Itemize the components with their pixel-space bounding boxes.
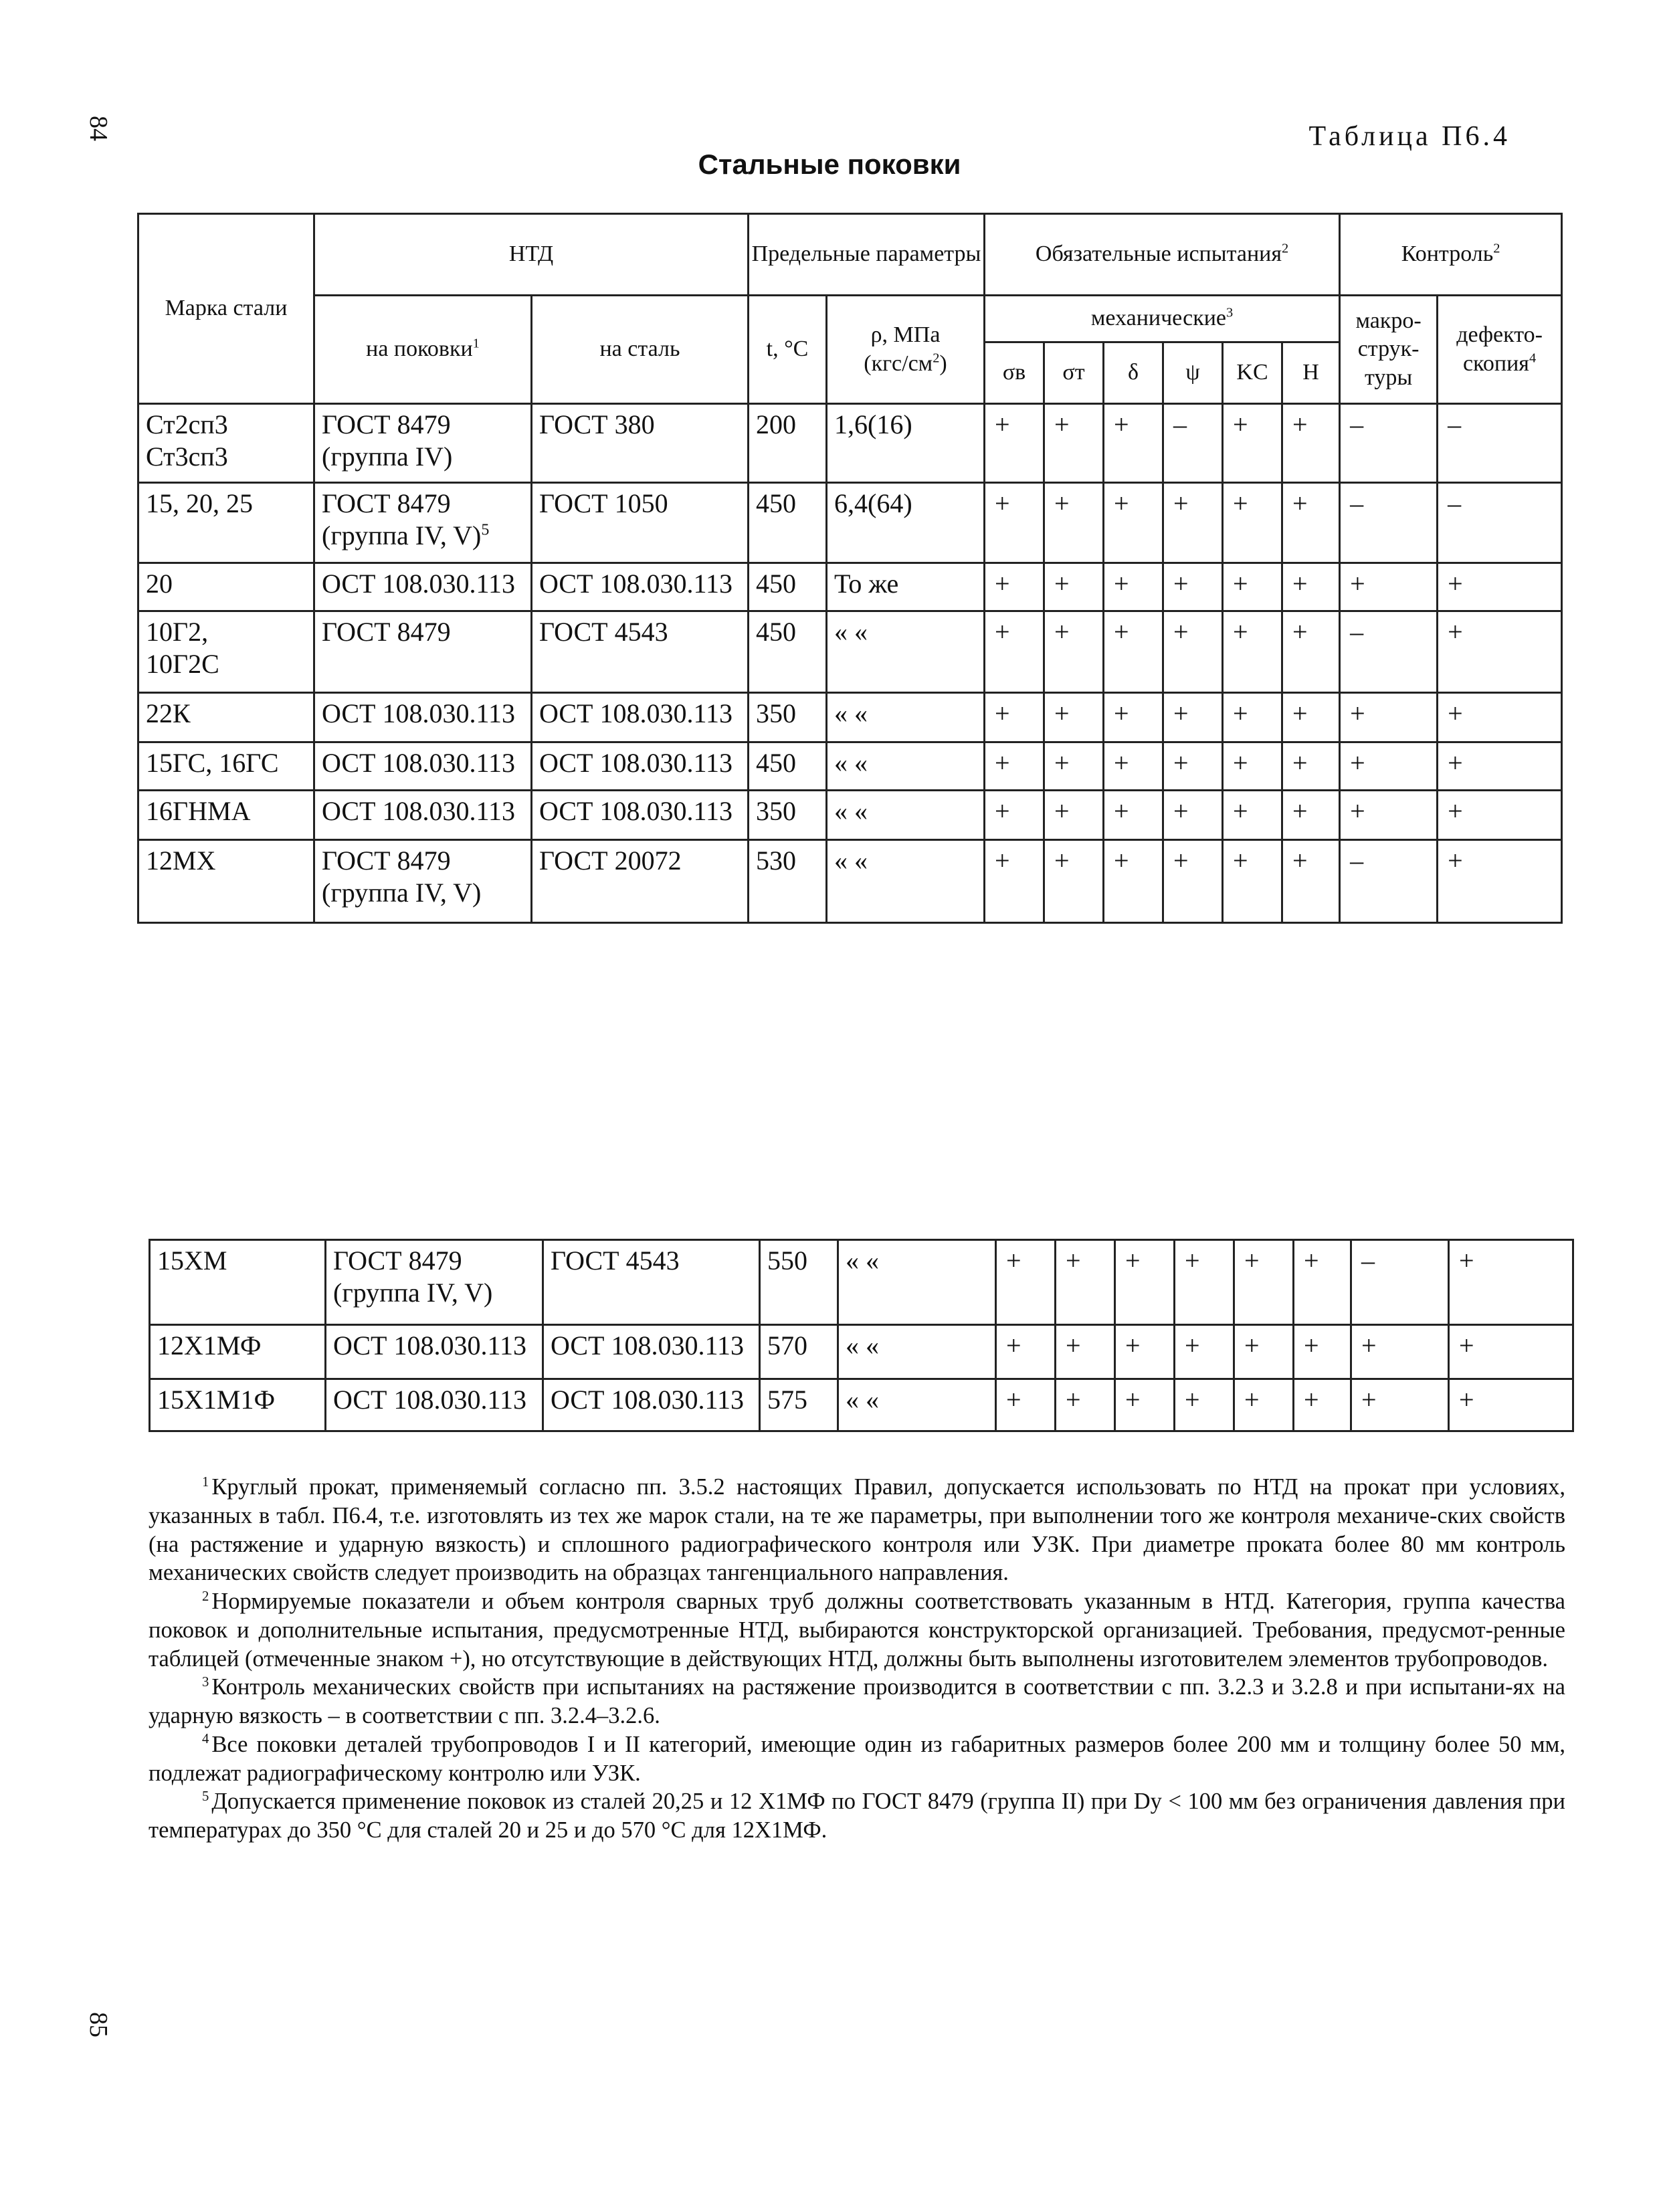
cell-for-steel: ОСТ 108.030.113 [532, 693, 749, 742]
forgings-standard-line: (группа IV, V) [322, 520, 482, 550]
header-delta: δ [1104, 342, 1163, 404]
cell-for-forgings [314, 404, 532, 483]
cell-test-mark: + [1234, 1379, 1294, 1431]
cell-test-mark: + [1282, 611, 1340, 693]
cell-temperature: 200 [749, 404, 827, 483]
cell-pressure: « « [838, 1240, 996, 1325]
cell-test-mark: + [1115, 1240, 1175, 1325]
cell-test-mark: + [1175, 1325, 1234, 1379]
header-mechanical [985, 296, 1340, 342]
header-for-forgings-label: на поковки [366, 336, 473, 362]
cell-temperature: 575 [760, 1379, 838, 1431]
table-body [138, 404, 1562, 923]
table-row [138, 404, 1562, 483]
cell-test-mark: + [1044, 404, 1104, 483]
header-flaw-detection [1438, 296, 1562, 404]
cell-test-mark: + [1438, 742, 1562, 791]
cell-for-forgings [314, 693, 532, 742]
steel-grade-line: 15Х1М1Ф [157, 1385, 276, 1415]
cell-test-mark: + [1163, 791, 1223, 840]
table-label: Таблица П6.4 [1308, 121, 1510, 152]
forgings-standard-line: ГОСТ 8479 [322, 488, 451, 518]
cell-temperature: 450 [749, 563, 827, 611]
footnote-ref: 4 [1529, 350, 1537, 366]
cell-test-mark: + [1223, 483, 1282, 563]
cell-test-mark: + [985, 483, 1044, 563]
table-row [150, 1240, 1573, 1325]
forgings-standard-line: ГОСТ 8479 [333, 1245, 462, 1276]
footnote [149, 1787, 1565, 1845]
header-pressure-line2-end: ) [939, 350, 947, 376]
cell-pressure: 6,4(64) [827, 483, 985, 563]
cell-for-steel: ГОСТ 4543 [543, 1240, 760, 1325]
cell-for-steel: ОСТ 108.030.113 [532, 791, 749, 840]
cell-temperature: 450 [749, 742, 827, 791]
cell-test-mark: + [1438, 791, 1562, 840]
cell-test-mark: + [1438, 611, 1562, 693]
steel-grade-line: 15, 20, 25 [146, 488, 253, 518]
cell-test-mark: + [1044, 693, 1104, 742]
cell-test-mark: + [1104, 563, 1163, 611]
header-psi: ψ [1163, 342, 1223, 404]
cell-steel-grade [138, 611, 314, 693]
cell-test-mark: + [1175, 1379, 1234, 1431]
header-macro: макро-струк-туры [1340, 296, 1438, 404]
cell-for-forgings [326, 1325, 543, 1379]
cell-test-mark: + [1294, 1325, 1351, 1379]
cell-test-mark: + [985, 693, 1044, 742]
cell-steel-grade [138, 483, 314, 563]
steel-grade-line: 15ХМ [157, 1245, 227, 1276]
cell-temperature: 350 [749, 791, 827, 840]
table-row [138, 563, 1562, 611]
forgings-standard-line: ГОСТ 8479 [322, 617, 451, 647]
cell-test-mark: + [985, 404, 1044, 483]
cell-pressure: То же [827, 563, 985, 611]
cell-temperature: 530 [749, 840, 827, 923]
footnote-ref: 5 [481, 521, 490, 539]
cell-test-mark: + [1223, 742, 1282, 791]
forgings-standard-line: ОСТ 108.030.113 [322, 569, 516, 599]
header-control [1340, 214, 1562, 296]
cell-for-forgings [314, 483, 532, 563]
steel-grade-line: 15ГС, 16ГС [146, 748, 279, 778]
footnote-text: Все поковки деталей трубопроводов I и II категорий, имеющие один из габаритных размеров более 200 мм и толщину более 50 мм, подлежат радиографическому контролю или УЗК. [149, 1731, 1565, 1786]
forgings-standard-line: ОСТ 108.030.113 [322, 698, 516, 728]
cell-test-mark: + [1104, 742, 1163, 791]
cell-test-mark: + [1449, 1240, 1573, 1325]
cell-test-mark: + [1282, 791, 1340, 840]
cell-test-mark: – [1351, 1240, 1449, 1325]
cell-test-mark: + [1449, 1379, 1573, 1431]
cell-test-mark: + [1223, 611, 1282, 693]
footnote-text: Контроль механических свойств при испытаниях на растяжение производится в соответствии с пп. 3.2.3 и 3.2.8 и при испытани-ях на ударную вязкость – в соответствии с пп. 3.2.4–3.2.6. [149, 1674, 1565, 1729]
header-kc: KC [1223, 342, 1282, 404]
pressure-unit-exponent: 2 [933, 350, 940, 366]
footnote [149, 1673, 1565, 1730]
cell-steel-grade [150, 1240, 326, 1325]
footnote-mark: 4 [202, 1732, 209, 1747]
forgings-standard-line: ОСТ 108.030.113 [322, 748, 516, 778]
steel-grade-line: 22К [146, 698, 191, 728]
cell-test-mark: + [1104, 611, 1163, 693]
cell-test-mark: – [1438, 483, 1562, 563]
steel-grade-line: Ст2сп3 [146, 409, 228, 439]
table-row [138, 611, 1562, 693]
steel-grade-line: 10Г2, [146, 617, 209, 647]
cell-steel-grade [138, 791, 314, 840]
cell-test-mark: + [1223, 693, 1282, 742]
footnote-ref: 1 [472, 336, 480, 351]
cell-pressure: « « [827, 611, 985, 693]
cell-test-mark: + [1282, 693, 1340, 742]
cell-test-mark: + [985, 742, 1044, 791]
footnote-text: Нормируемые показатели и объем контроля сварных труб должны соответствовать указанным в НТД. Категория, группа качества поковок и дополнительные испытания, предусмотренные НТД, выбираются конструкторской организацией. Требования, предусмот-ренные таблицей (отмеченные знаком +), но отсутствующие в действующих НТД, должны быть выполнены изготовителем элементов трубопроводов. [149, 1589, 1565, 1672]
cell-test-mark: + [985, 563, 1044, 611]
table-title: Стальные поковки [698, 148, 961, 180]
forgings-standard-line: (группа IV, V) [322, 878, 482, 908]
forgings-standard-line: ОСТ 108.030.113 [333, 1330, 527, 1361]
header-mandatory-tests [985, 214, 1340, 296]
forgings-table [137, 213, 1563, 924]
cell-steel-grade [150, 1325, 326, 1379]
cell-for-forgings [326, 1379, 543, 1431]
forgings-standard-line: (группа IV) [322, 441, 453, 472]
cell-temperature: 450 [749, 483, 827, 563]
footnote [149, 1473, 1565, 1587]
cell-test-mark: + [1223, 404, 1282, 483]
forgings-standard-line: (группа IV, V) [333, 1278, 493, 1308]
footnote-text: Допускается применение поковок из сталей 20,25 и 12 Х1МФ по ГОСТ 8479 (группа II) при Dу < 100 мм без ограничения давления при температурах до 350 °С для сталей 20 и 25 и до 570 °С для 12Х1МФ. [149, 1789, 1565, 1843]
cell-steel-grade [138, 742, 314, 791]
cell-for-steel: ОСТ 108.030.113 [543, 1379, 760, 1431]
cell-pressure: « « [827, 791, 985, 840]
header-control-label: Контроль [1401, 241, 1494, 267]
cell-test-mark: + [1115, 1379, 1175, 1431]
cell-test-mark: – [1438, 404, 1562, 483]
forgings-standard-line: ОСТ 108.030.113 [322, 796, 516, 826]
footnote-mark: 3 [202, 1674, 209, 1690]
forgings-table-continued [149, 1239, 1574, 1432]
table-row [138, 791, 1562, 840]
cell-for-forgings [314, 611, 532, 693]
cell-for-forgings [314, 840, 532, 923]
cell-test-mark: + [985, 611, 1044, 693]
footnote [149, 1587, 1565, 1673]
cell-test-mark: + [1438, 840, 1562, 923]
cell-steel-grade [138, 563, 314, 611]
cell-test-mark: + [1104, 693, 1163, 742]
cell-temperature: 550 [760, 1240, 838, 1325]
steel-grade-line: 16ГНМА [146, 796, 251, 826]
cell-test-mark: + [1340, 563, 1438, 611]
cell-test-mark: + [1223, 840, 1282, 923]
footnote-text: Круглый прокат, применяемый согласно пп. 3.5.2 настоящих Правил, допускается использовать по НТД на прокат при условиях, указанных в табл. П6.4, т.е. изготовлять из тех же марок стали, на те же параметры, при выполнении того же контроля механиче-ских свойств (на растяжение и ударную вязкость) и сплошного радиографического контроля или УЗК. При диаметре проката более 80 мм контроль механических свойств следует производить на образцах тангенциального направления. [149, 1474, 1565, 1586]
cell-test-mark: + [1163, 693, 1223, 742]
cell-test-mark: + [1282, 742, 1340, 791]
cell-test-mark: + [1449, 1325, 1573, 1379]
cell-pressure: « « [827, 693, 985, 742]
table-row [138, 742, 1562, 791]
cell-test-mark: + [1104, 791, 1163, 840]
cell-test-mark: + [1056, 1325, 1115, 1379]
cell-test-mark: + [1282, 404, 1340, 483]
footnote-ref: 3 [1226, 305, 1234, 320]
cell-test-mark: – [1340, 404, 1438, 483]
footnotes [149, 1473, 1565, 1845]
footnote-mark: 5 [202, 1789, 209, 1804]
cell-test-mark: + [1294, 1240, 1351, 1325]
cell-test-mark: + [996, 1325, 1056, 1379]
cell-test-mark: + [1340, 693, 1438, 742]
cell-test-mark: + [1340, 791, 1438, 840]
cell-steel-grade [150, 1379, 326, 1431]
cell-for-forgings [326, 1240, 543, 1325]
cell-test-mark: + [1044, 563, 1104, 611]
steel-grade-line: 10Г2С [146, 649, 219, 679]
page-number-top: 84 [84, 116, 112, 141]
cell-test-mark: + [1438, 693, 1562, 742]
cell-for-steel: ГОСТ 20072 [532, 840, 749, 923]
cell-test-mark: – [1340, 840, 1438, 923]
cell-test-mark: + [1282, 563, 1340, 611]
steel-grade-line: 12Х1МФ [157, 1330, 262, 1361]
forgings-standard-line: ОСТ 108.030.113 [333, 1385, 527, 1415]
cell-temperature: 350 [749, 693, 827, 742]
table-row [150, 1379, 1573, 1431]
cell-test-mark: + [1234, 1240, 1294, 1325]
cell-test-mark: – [1163, 404, 1223, 483]
cell-for-steel: ОСТ 108.030.113 [532, 563, 749, 611]
footnote [149, 1730, 1565, 1788]
header-mandatory-tests-label: Обязательные испытания [1035, 241, 1282, 267]
header-mechanical-label: механические [1090, 306, 1227, 331]
forgings-standard-line: ГОСТ 8479 [322, 409, 451, 439]
forgings-standard-line: ГОСТ 8479 [322, 845, 451, 876]
cell-test-mark: + [1044, 611, 1104, 693]
cell-for-steel: ОСТ 108.030.113 [532, 742, 749, 791]
header-limit-params: Предельные параметры [749, 214, 985, 296]
header-pressure [827, 296, 985, 404]
steel-grade-line: 12МХ [146, 845, 216, 876]
header-h: H [1282, 342, 1340, 404]
cell-test-mark: + [1294, 1379, 1351, 1431]
cell-for-steel: ОСТ 108.030.113 [543, 1325, 760, 1379]
cell-for-steel: ГОСТ 4543 [532, 611, 749, 693]
cell-test-mark: + [1044, 791, 1104, 840]
cell-test-mark: + [985, 840, 1044, 923]
cell-steel-grade [138, 404, 314, 483]
cell-steel-grade [138, 840, 314, 923]
cell-test-mark: + [1104, 404, 1163, 483]
cell-for-steel: ГОСТ 380 [532, 404, 749, 483]
cell-test-mark: + [1163, 563, 1223, 611]
cell-pressure: « « [838, 1379, 996, 1431]
cell-test-mark: + [985, 791, 1044, 840]
cell-test-mark: + [1163, 742, 1223, 791]
cell-test-mark: + [1351, 1379, 1449, 1431]
table-row [138, 483, 1562, 563]
cell-test-mark: + [1115, 1325, 1175, 1379]
header-sigma-t: σт [1044, 342, 1104, 404]
cell-test-mark: + [1175, 1240, 1234, 1325]
footnote-mark: 1 [202, 1474, 209, 1490]
cell-test-mark: + [1351, 1325, 1449, 1379]
cell-test-mark: + [1104, 483, 1163, 563]
table-body-continued [150, 1240, 1573, 1431]
cell-steel-grade [138, 693, 314, 742]
cell-test-mark: + [1056, 1240, 1115, 1325]
cell-pressure: 1,6(16) [827, 404, 985, 483]
cell-test-mark: + [1223, 563, 1282, 611]
table-row [138, 840, 1562, 923]
cell-test-mark: + [1163, 483, 1223, 563]
footnote-mark: 2 [202, 1589, 209, 1604]
cell-test-mark: – [1340, 483, 1438, 563]
cell-test-mark: + [1282, 840, 1340, 923]
header-sigma-v: σв [985, 342, 1044, 404]
cell-test-mark: + [1056, 1379, 1115, 1431]
cell-test-mark: + [1234, 1325, 1294, 1379]
header-pressure-line2: (кгс/см [864, 350, 933, 376]
cell-test-mark: + [1044, 483, 1104, 563]
footnote-ref: 2 [1493, 241, 1500, 256]
header-for-forgings [314, 296, 532, 404]
cell-temperature: 570 [760, 1325, 838, 1379]
cell-test-mark: + [1438, 563, 1562, 611]
cell-test-mark: + [1223, 791, 1282, 840]
footnote-ref: 2 [1281, 241, 1289, 256]
steel-grade-line: Ст3сп3 [146, 441, 228, 472]
cell-pressure: « « [827, 742, 985, 791]
table-row [150, 1325, 1573, 1379]
cell-for-steel: ГОСТ 1050 [532, 483, 749, 563]
cell-test-mark: – [1340, 611, 1438, 693]
cell-pressure: « « [838, 1325, 996, 1379]
cell-test-mark: + [1163, 611, 1223, 693]
cell-test-mark: + [996, 1240, 1056, 1325]
cell-test-mark: + [1044, 742, 1104, 791]
cell-temperature: 450 [749, 611, 827, 693]
table-row [138, 693, 1562, 742]
header-flaw-label: дефекто-скопия [1456, 322, 1543, 376]
header-steel-grade: Марка стали [138, 214, 314, 404]
cell-for-forgings [314, 563, 532, 611]
header-for-steel: на сталь [532, 296, 749, 404]
cell-test-mark: + [1340, 742, 1438, 791]
cell-pressure: « « [827, 840, 985, 923]
cell-test-mark: + [1044, 840, 1104, 923]
cell-test-mark: + [1163, 840, 1223, 923]
page-number-bottom: 85 [84, 2012, 112, 2037]
header-temperature: t, °C [749, 296, 827, 404]
cell-for-forgings [314, 791, 532, 840]
cell-test-mark: + [1104, 840, 1163, 923]
header-pressure-line1: ρ, МПа [870, 322, 941, 347]
cell-test-mark: + [996, 1379, 1056, 1431]
cell-test-mark: + [1282, 483, 1340, 563]
header-ntd: НТД [314, 214, 749, 296]
cell-for-forgings [314, 742, 532, 791]
steel-grade-line: 20 [146, 569, 173, 599]
